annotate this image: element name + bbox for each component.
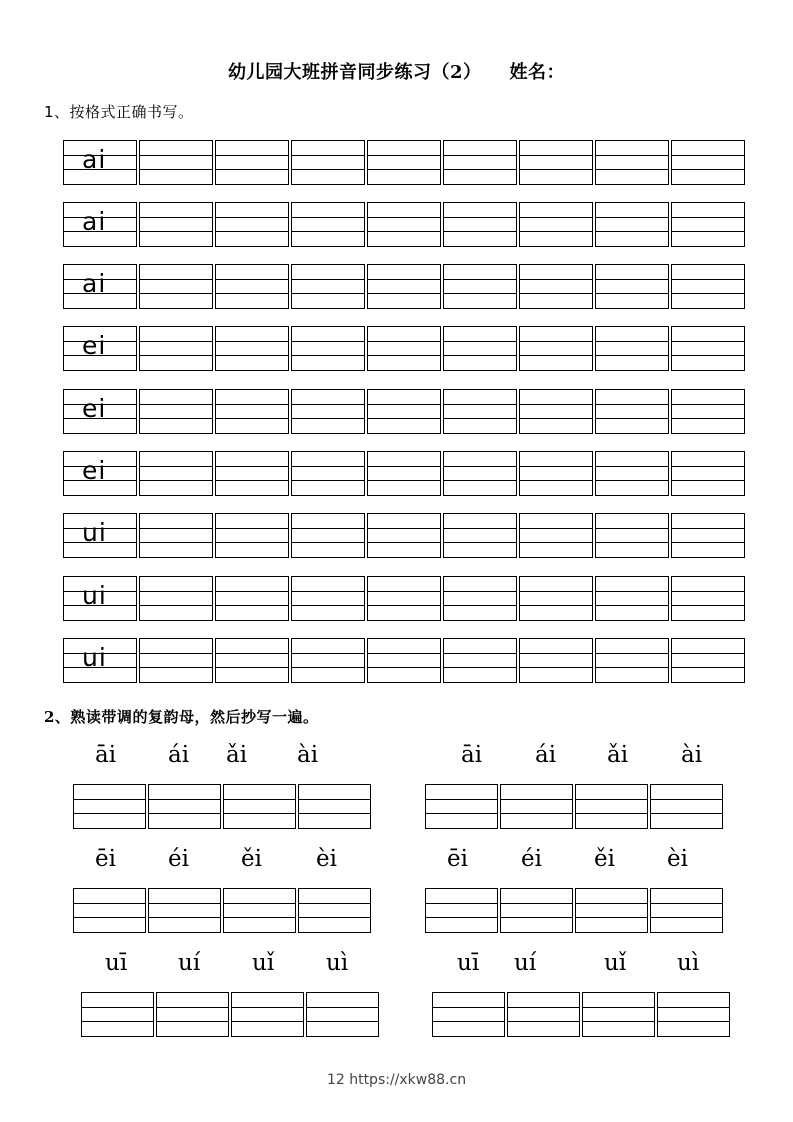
writing-cell[interactable] bbox=[519, 326, 593, 371]
writing-cell[interactable] bbox=[215, 202, 289, 247]
writing-cell[interactable] bbox=[507, 992, 580, 1037]
copy-grid bbox=[425, 888, 725, 933]
copy-grid bbox=[432, 992, 732, 1037]
writing-cell[interactable] bbox=[671, 451, 745, 496]
writing-cell[interactable] bbox=[671, 140, 745, 185]
writing-cell[interactable] bbox=[291, 326, 365, 371]
section1-heading: 1、按格式正确书写。 bbox=[44, 103, 194, 121]
tone-label: ài bbox=[297, 742, 319, 768]
writing-cell[interactable] bbox=[595, 264, 669, 309]
example-cell bbox=[63, 389, 137, 434]
writing-cell[interactable] bbox=[500, 888, 573, 933]
tone-label: uǐ bbox=[604, 950, 627, 976]
writing-cell[interactable] bbox=[519, 638, 593, 683]
writing-cell[interactable] bbox=[671, 638, 745, 683]
writing-cell[interactable] bbox=[215, 389, 289, 434]
writing-cell[interactable] bbox=[139, 451, 213, 496]
example-pinyin: ei bbox=[82, 394, 107, 423]
tone-label: uǐ bbox=[252, 950, 275, 976]
writing-cell[interactable] bbox=[595, 638, 669, 683]
writing-row bbox=[63, 638, 747, 683]
writing-cell[interactable] bbox=[291, 638, 365, 683]
tone-label: ēi bbox=[95, 846, 116, 872]
tone-label: uí bbox=[514, 950, 537, 976]
section2-heading: 2、熟读带调的复韵母，然后抄写一遍。 bbox=[44, 708, 319, 726]
writing-cell[interactable] bbox=[367, 513, 441, 558]
tone-label: ěi bbox=[594, 846, 615, 872]
writing-cell[interactable] bbox=[291, 513, 365, 558]
writing-cell[interactable] bbox=[367, 638, 441, 683]
writing-cell[interactable] bbox=[443, 451, 517, 496]
example-cell bbox=[63, 140, 137, 185]
writing-cell[interactable] bbox=[443, 202, 517, 247]
writing-cell[interactable] bbox=[657, 992, 730, 1037]
tone-label: ēi bbox=[447, 846, 468, 872]
writing-cell[interactable] bbox=[291, 140, 365, 185]
tone-label: āi bbox=[95, 742, 117, 768]
writing-cell[interactable] bbox=[298, 888, 371, 933]
writing-cell[interactable] bbox=[519, 202, 593, 247]
writing-cell[interactable] bbox=[231, 992, 304, 1037]
writing-row bbox=[63, 389, 747, 434]
writing-cell[interactable] bbox=[215, 140, 289, 185]
writing-row bbox=[63, 576, 747, 621]
writing-cell[interactable] bbox=[582, 992, 655, 1037]
tone-label: èi bbox=[316, 846, 337, 872]
example-pinyin: ei bbox=[82, 331, 107, 360]
writing-cell[interactable] bbox=[367, 389, 441, 434]
example-cell bbox=[63, 576, 137, 621]
writing-row bbox=[63, 513, 747, 558]
copy-grid bbox=[81, 992, 381, 1037]
writing-cell[interactable] bbox=[595, 202, 669, 247]
writing-cell[interactable] bbox=[139, 389, 213, 434]
writing-cell[interactable] bbox=[215, 513, 289, 558]
page-footer: 12 https://xkw88.cn bbox=[326, 1072, 467, 1088]
writing-cell[interactable] bbox=[519, 140, 593, 185]
writing-cell[interactable] bbox=[291, 202, 365, 247]
writing-cell[interactable] bbox=[650, 888, 723, 933]
writing-cell[interactable] bbox=[156, 992, 229, 1037]
writing-cell[interactable] bbox=[595, 513, 669, 558]
example-pinyin: ei bbox=[82, 456, 107, 485]
worksheet-title: 幼儿园大班拼音同步练习（2） bbox=[227, 62, 482, 83]
writing-cell[interactable] bbox=[73, 784, 146, 829]
writing-cell[interactable] bbox=[519, 264, 593, 309]
example-pinyin: ui bbox=[82, 581, 107, 610]
writing-cell[interactable] bbox=[595, 451, 669, 496]
copy-grid bbox=[425, 784, 725, 829]
writing-cell[interactable] bbox=[595, 576, 669, 621]
tone-label: uī bbox=[457, 950, 480, 976]
writing-cell[interactable] bbox=[81, 992, 154, 1037]
writing-cell[interactable] bbox=[223, 784, 296, 829]
writing-cell[interactable] bbox=[367, 576, 441, 621]
writing-row bbox=[63, 264, 747, 309]
example-pinyin: ai bbox=[82, 207, 107, 236]
writing-cell[interactable] bbox=[139, 202, 213, 247]
page-title bbox=[0, 58, 793, 84]
tone-label: ái bbox=[535, 742, 557, 768]
example-pinyin: ai bbox=[82, 145, 107, 174]
writing-row bbox=[63, 451, 747, 496]
writing-cell[interactable] bbox=[367, 264, 441, 309]
writing-cell[interactable] bbox=[671, 389, 745, 434]
tone-label: uí bbox=[178, 950, 201, 976]
writing-row bbox=[63, 326, 747, 371]
writing-cell[interactable] bbox=[223, 888, 296, 933]
writing-cell[interactable] bbox=[215, 451, 289, 496]
writing-cell[interactable] bbox=[443, 326, 517, 371]
writing-cell[interactable] bbox=[595, 140, 669, 185]
writing-cell[interactable] bbox=[139, 638, 213, 683]
writing-cell[interactable] bbox=[306, 992, 379, 1037]
tone-label: ái bbox=[168, 742, 190, 768]
tone-label: ài bbox=[681, 742, 703, 768]
writing-cell[interactable] bbox=[73, 888, 146, 933]
tone-label: èi bbox=[667, 846, 688, 872]
writing-cell[interactable] bbox=[215, 638, 289, 683]
copy-grid bbox=[73, 784, 373, 829]
writing-cell[interactable] bbox=[425, 888, 498, 933]
writing-cell[interactable] bbox=[519, 389, 593, 434]
example-pinyin: ai bbox=[82, 269, 107, 298]
writing-cell[interactable] bbox=[671, 264, 745, 309]
writing-cell[interactable] bbox=[650, 784, 723, 829]
writing-cell[interactable] bbox=[291, 264, 365, 309]
writing-cell[interactable] bbox=[367, 451, 441, 496]
writing-cell[interactable] bbox=[148, 784, 221, 829]
name-label: 姓名： bbox=[509, 62, 566, 83]
writing-cell[interactable] bbox=[291, 389, 365, 434]
writing-cell[interactable] bbox=[291, 451, 365, 496]
copy-grid bbox=[73, 888, 373, 933]
writing-cell[interactable] bbox=[298, 784, 371, 829]
writing-row bbox=[63, 140, 747, 185]
tone-label: uī bbox=[105, 950, 128, 976]
writing-cell[interactable] bbox=[500, 784, 573, 829]
writing-cell[interactable] bbox=[139, 326, 213, 371]
writing-cell[interactable] bbox=[291, 576, 365, 621]
writing-cell[interactable] bbox=[215, 264, 289, 309]
writing-cell[interactable] bbox=[575, 784, 648, 829]
writing-cell[interactable] bbox=[443, 140, 517, 185]
example-pinyin: ui bbox=[82, 518, 107, 547]
writing-cell[interactable] bbox=[519, 451, 593, 496]
writing-cell[interactable] bbox=[671, 576, 745, 621]
tone-label: ěi bbox=[241, 846, 262, 872]
tone-label: ǎi bbox=[607, 742, 629, 768]
writing-cell[interactable] bbox=[139, 513, 213, 558]
writing-cell[interactable] bbox=[139, 576, 213, 621]
example-cell bbox=[63, 513, 137, 558]
writing-cell[interactable] bbox=[519, 513, 593, 558]
writing-cell[interactable] bbox=[367, 326, 441, 371]
writing-cell[interactable] bbox=[148, 888, 221, 933]
writing-cell[interactable] bbox=[671, 326, 745, 371]
example-cell bbox=[63, 264, 137, 309]
writing-cell[interactable] bbox=[367, 140, 441, 185]
example-cell bbox=[63, 451, 137, 496]
writing-cell[interactable] bbox=[575, 888, 648, 933]
writing-cell[interactable] bbox=[519, 576, 593, 621]
tone-label: uì bbox=[677, 950, 700, 976]
writing-cell[interactable] bbox=[671, 513, 745, 558]
writing-cell[interactable] bbox=[139, 140, 213, 185]
writing-cell[interactable] bbox=[443, 513, 517, 558]
writing-cell[interactable] bbox=[425, 784, 498, 829]
example-cell bbox=[63, 202, 137, 247]
writing-cell[interactable] bbox=[443, 389, 517, 434]
writing-cell[interactable] bbox=[595, 326, 669, 371]
tone-label: uì bbox=[326, 950, 349, 976]
writing-cell[interactable] bbox=[443, 638, 517, 683]
example-pinyin: ui bbox=[82, 643, 107, 672]
writing-cell[interactable] bbox=[215, 576, 289, 621]
tone-label: éi bbox=[168, 846, 189, 872]
writing-cell[interactable] bbox=[367, 202, 441, 247]
writing-cell[interactable] bbox=[139, 264, 213, 309]
writing-cell[interactable] bbox=[443, 576, 517, 621]
writing-cell[interactable] bbox=[443, 264, 517, 309]
writing-cell[interactable] bbox=[671, 202, 745, 247]
tone-label: āi bbox=[461, 742, 483, 768]
writing-cell[interactable] bbox=[595, 389, 669, 434]
writing-cell[interactable] bbox=[215, 326, 289, 371]
writing-cell[interactable] bbox=[432, 992, 505, 1037]
tone-label: éi bbox=[521, 846, 542, 872]
example-cell bbox=[63, 638, 137, 683]
example-cell bbox=[63, 326, 137, 371]
tone-label: ǎi bbox=[226, 742, 248, 768]
writing-row bbox=[63, 202, 747, 247]
